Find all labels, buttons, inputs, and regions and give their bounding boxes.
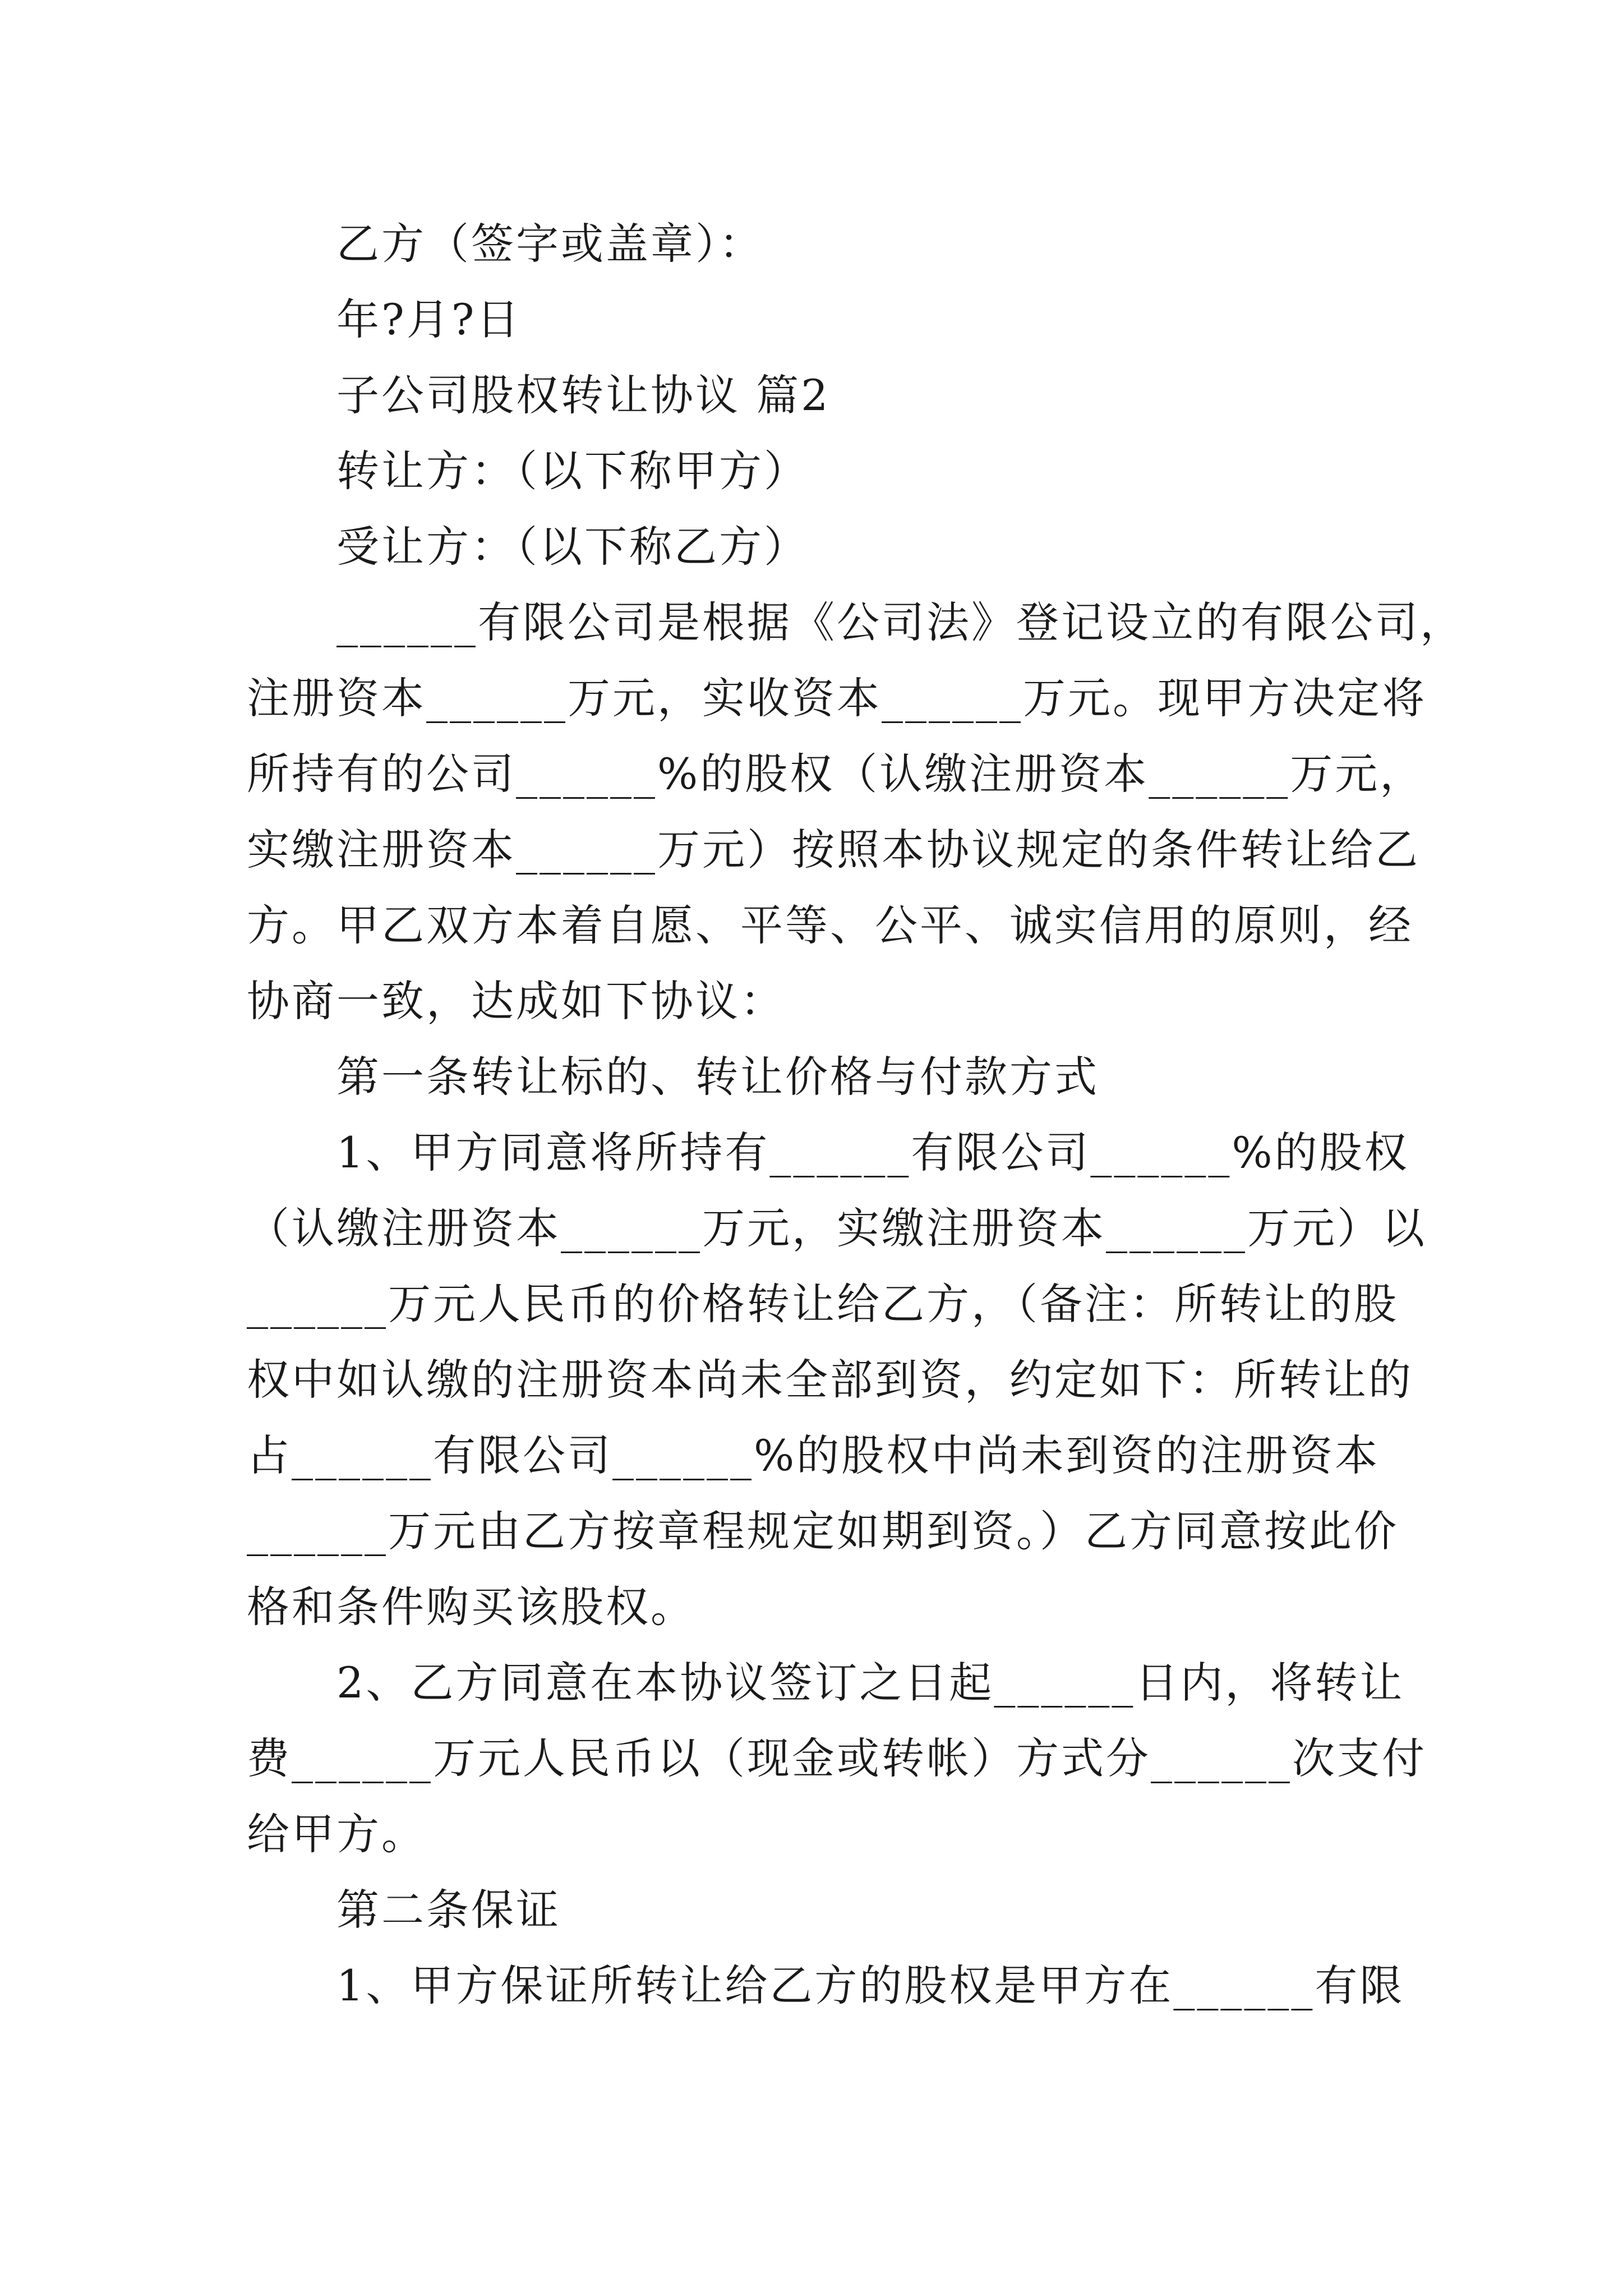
paragraph-line: 实缴注册资本______万元）按照本协议规定的条件转让给乙 (247, 825, 1420, 875)
article-heading: 第二条保证 (336, 1885, 561, 1935)
clause-line: 权中如认缴的注册资本尚未全部到资，约定如下：所转让的 (247, 1355, 1413, 1405)
paragraph-line: 方。甲乙双方本着自愿、平等、公平、诚实信用的原则，经 (247, 900, 1413, 950)
date-line: 年?月?日 (336, 295, 522, 344)
signature-line-party-b: 乙方（签字或盖章）： (336, 219, 764, 269)
paragraph-line: 协商一致，达成如下协议： (247, 976, 785, 1026)
paragraph-line: 注册资本______万元，实收资本______万元。现甲方决定将 (247, 673, 1427, 723)
clause-line: 格和条件购买该股权。 (247, 1582, 695, 1632)
article-heading: 第一条转让标的、转让价格与付款方式 (336, 1052, 1099, 1102)
clause-line: 给甲方。 (247, 1809, 426, 1859)
clause-line: 1、甲方保证所转让给乙方的股权是甲方在______有限 (336, 1961, 1405, 2010)
clause-line: （认缴注册资本______万元，实缴注册资本______万元）以 (247, 1203, 1427, 1253)
clause-line: ______万元人民币的价格转让给乙方，（备注：所转让的股 (247, 1279, 1399, 1329)
clause-line: 费______万元人民币以（现金或转帐）方式分______次支付 (247, 1733, 1427, 1783)
clause-line: 1、甲方同意将所持有______有限公司______%的股权 (336, 1128, 1409, 1177)
clause-line: 占______有限公司______%的股权中尚未到资的注册资本 (247, 1430, 1380, 1480)
clause-line: ______万元由乙方按章程规定如期到资。）乙方同意按此价 (247, 1506, 1399, 1556)
agreement-title: 子公司股权转让协议 篇2 (336, 370, 831, 420)
transferee-line: 受让方：（以下称乙方） (336, 522, 809, 572)
transferor-line: 转让方：（以下称甲方） (336, 446, 809, 496)
paragraph-line: 所持有的公司______%的股权（认缴注册资本______万元， (247, 749, 1425, 799)
clause-line: 2、乙方同意在本协议签订之日起______日内，将转让 (336, 1658, 1405, 1708)
paragraph-line: ______有限公司是根据《公司法》登记设立的有限公司， (336, 597, 1465, 647)
